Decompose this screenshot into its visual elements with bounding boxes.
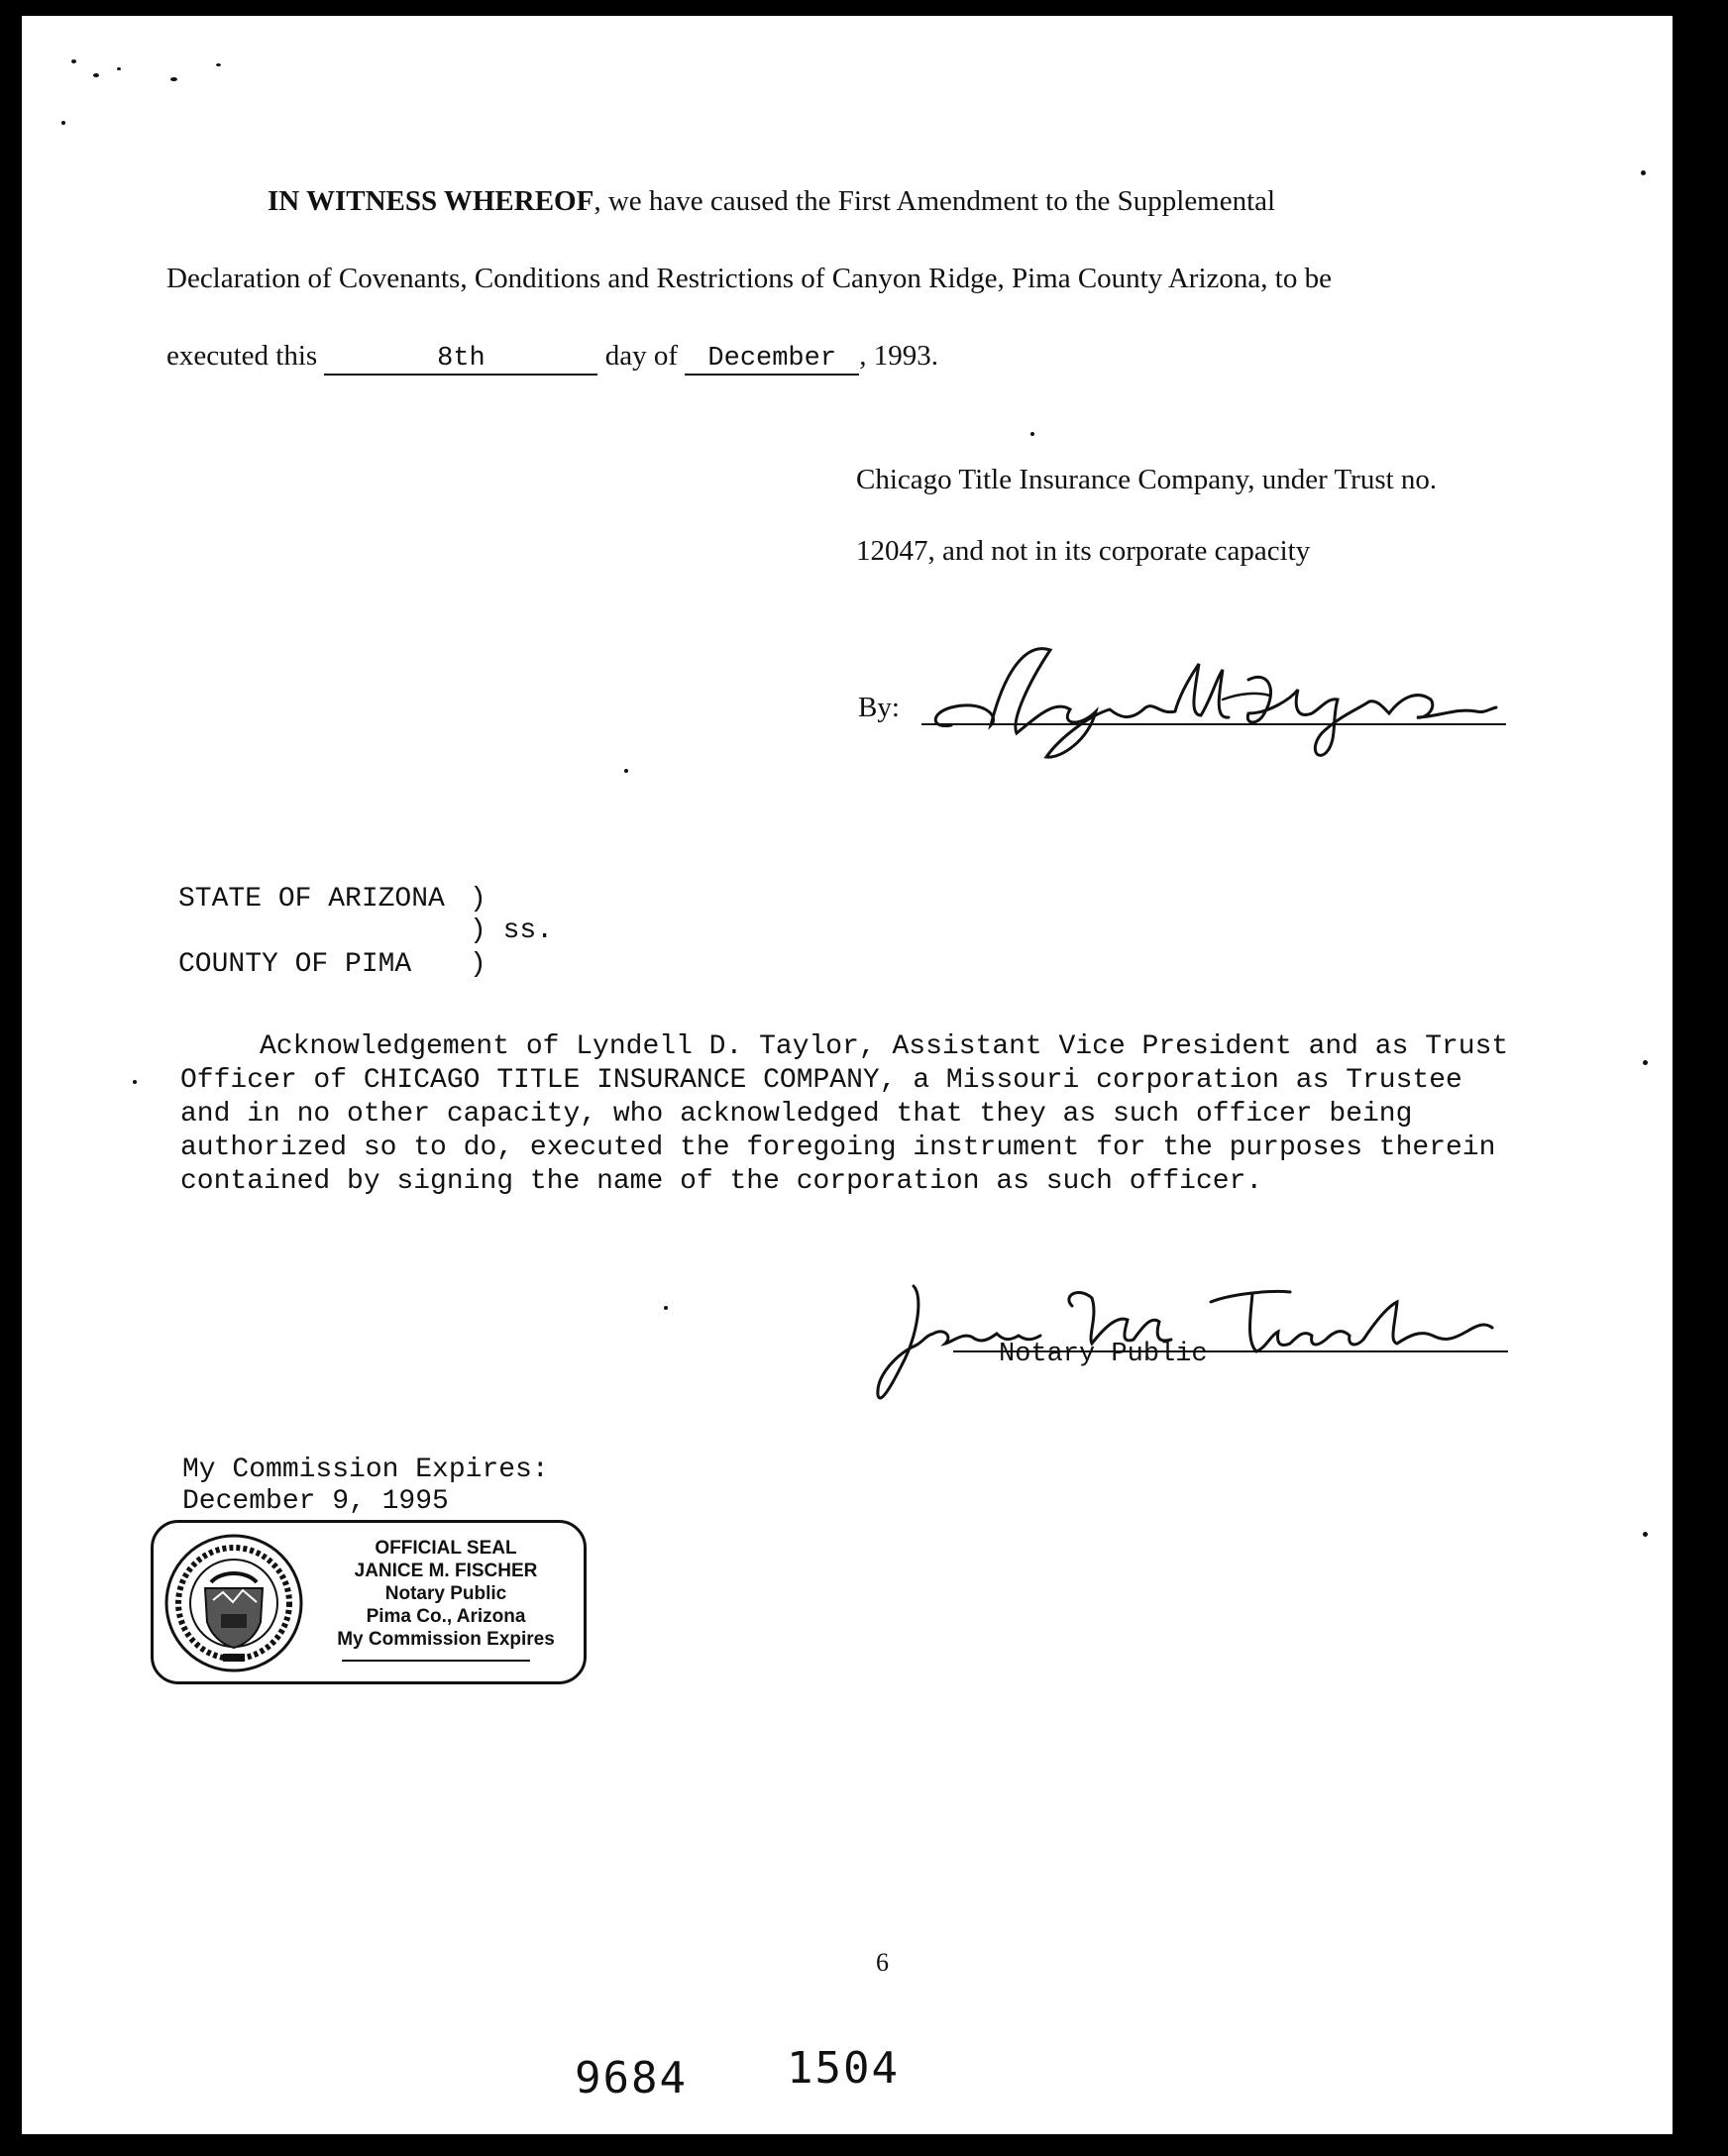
arizona-state-seal-icon bbox=[162, 1531, 306, 1675]
venue-paren-top: ) bbox=[470, 884, 486, 915]
seal-line: OFFICIAL SEAL bbox=[375, 1538, 517, 1559]
day-of-label: day of bbox=[604, 340, 678, 372]
document-page bbox=[22, 16, 1673, 2134]
notary-title: Notary Public bbox=[999, 1340, 1208, 1369]
venue-ss: ) ss. bbox=[470, 916, 554, 946]
venue-state: STATE OF ARIZONA bbox=[178, 884, 445, 915]
witness-paragraph bbox=[166, 162, 1554, 394]
seal-line: JANICE M. FISCHER bbox=[354, 1561, 538, 1581]
scan-speck bbox=[624, 769, 628, 773]
page-number: 6 bbox=[876, 1948, 889, 1977]
seal-line: Notary Public bbox=[384, 1583, 507, 1604]
seal-text-block bbox=[312, 1537, 580, 1651]
witness-line1: , we have caused the First Amendment to the Supplemental bbox=[594, 185, 1276, 217]
trustee-line1: Chicago Title Insurance Company, under Trust no. bbox=[856, 464, 1438, 495]
acknowledgement-paragraph: Acknowledgement of Lyndell D. Taylor, Assistant Vice President and as Trust Officer of CHICAGO TITLE INSURANCE COMPANY, a Missouri corporation as Trustee and in no other capacity, who acknowledged that they as such officer being authorized so to do, executed the foregoing instrument for the purposes therein contained by signing the name of the corporation as such officer. bbox=[180, 1031, 1509, 1197]
witness-lead: IN WITNESS WHEREOF bbox=[268, 185, 594, 217]
commission-date: December 9, 1995 bbox=[182, 1486, 449, 1517]
seal-line: My Commission Expires bbox=[337, 1629, 555, 1650]
day-field: 8th bbox=[324, 344, 597, 376]
scan-speck bbox=[1641, 170, 1646, 175]
venue-county: COUNTY OF PIMA bbox=[178, 949, 412, 980]
footer-number-right: 1504 bbox=[787, 2043, 900, 2094]
scan-speck bbox=[170, 77, 177, 81]
official-seal-stamp bbox=[151, 1520, 587, 1684]
scan-speck bbox=[1643, 1060, 1648, 1065]
scan-speck bbox=[71, 59, 76, 63]
taylor-signature-line bbox=[921, 723, 1506, 725]
scan-speck bbox=[93, 73, 99, 77]
venue-paren-bottom: ) bbox=[470, 949, 486, 980]
scan-speck bbox=[133, 1080, 137, 1084]
scan-speck bbox=[1030, 432, 1034, 436]
month-field: December bbox=[685, 344, 859, 376]
scan-speck bbox=[117, 67, 121, 70]
seal-expiry-line bbox=[342, 1660, 530, 1662]
scan-speck bbox=[664, 1306, 668, 1310]
executed-prefix: executed this bbox=[166, 340, 318, 372]
year-suffix: , 1993. bbox=[859, 340, 938, 372]
trustee-line2: 12047, and not in its corporate capacity bbox=[856, 535, 1311, 567]
taylor-signature bbox=[921, 630, 1516, 769]
witness-line2: Declaration of Covenants, Conditions and Restrictions of Canyon Ridge, Pima County Arizona, to be bbox=[166, 263, 1332, 294]
commission-label: My Commission Expires: bbox=[182, 1455, 549, 1485]
scan-speck bbox=[1643, 1532, 1648, 1537]
seal-line: Pima Co., Arizona bbox=[366, 1606, 526, 1627]
by-label: By: bbox=[858, 692, 900, 723]
footer-number-left: 9684 bbox=[575, 2053, 688, 2103]
scan-speck bbox=[61, 121, 65, 125]
scan-speck bbox=[216, 63, 221, 66]
